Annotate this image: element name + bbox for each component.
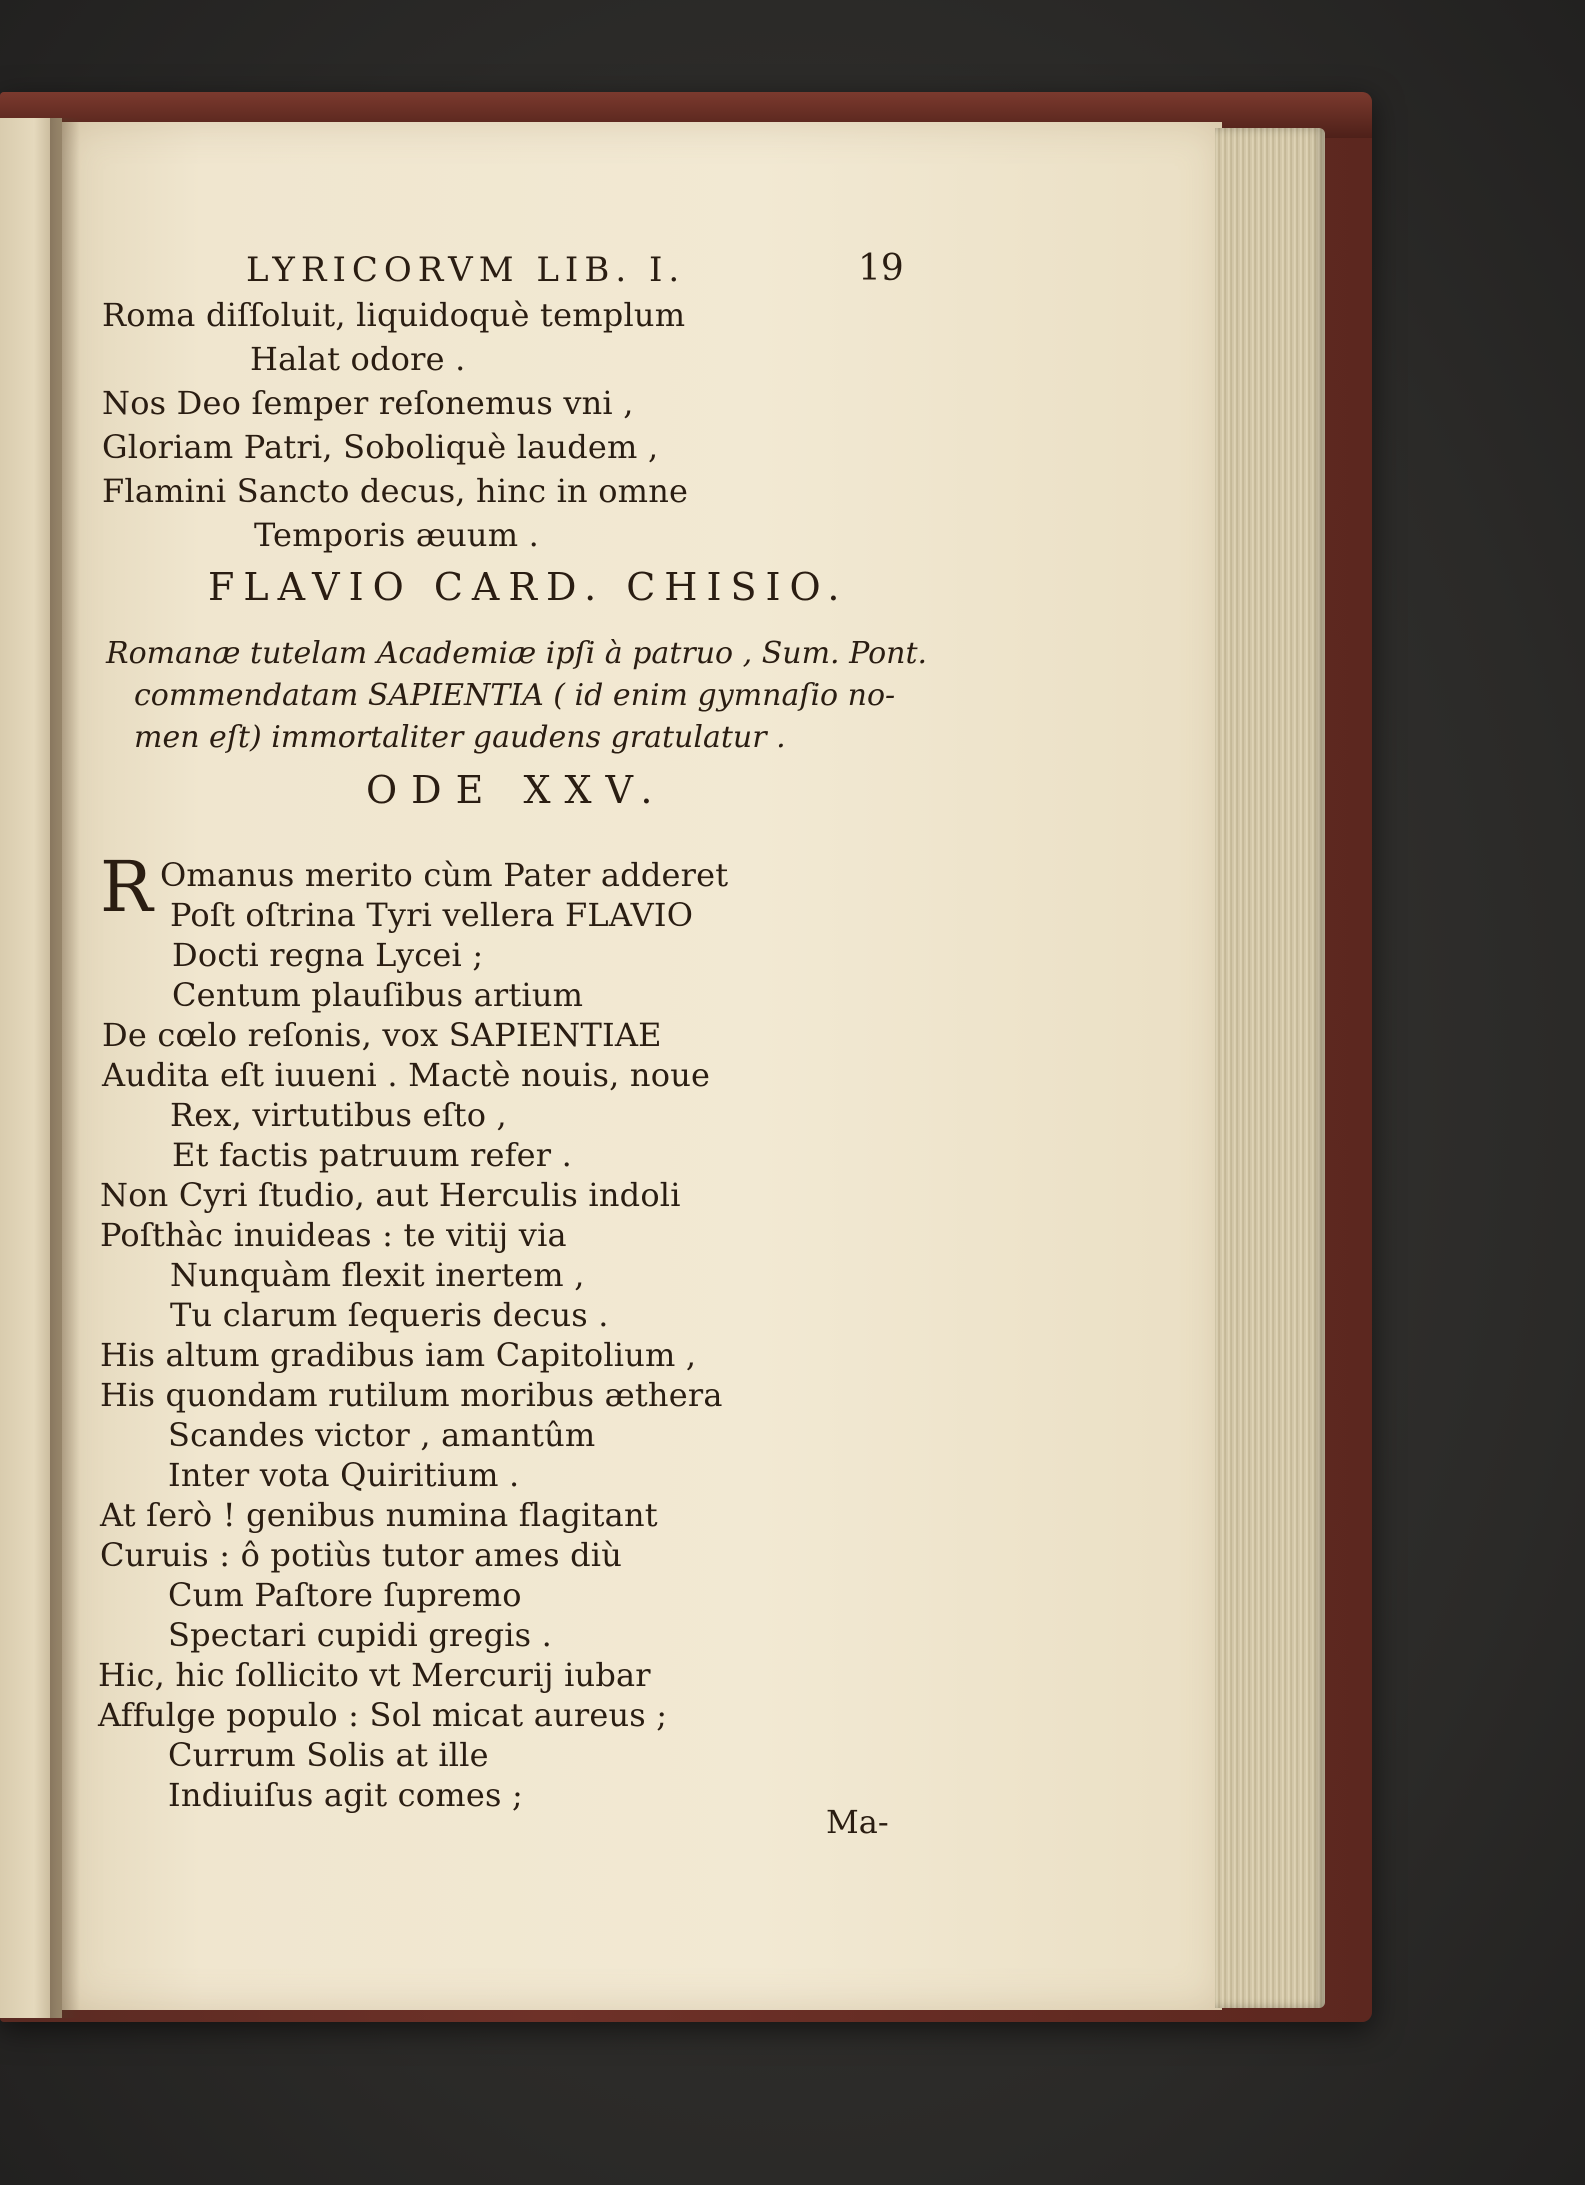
poem-title: FLAVIO CARD. CHISIO. bbox=[208, 565, 849, 609]
verse-line: Affulge populo : Sol micat aureus ; bbox=[98, 1696, 668, 1734]
drop-cap: R bbox=[100, 846, 153, 928]
verse-line: His quondam rutilum moribus æthera bbox=[100, 1376, 723, 1414]
verse-line: De cœlo reſonis, vox SAPIENTIAE bbox=[102, 1016, 662, 1054]
dedication-line: men eſt) immortaliter gaudens gratulatur . bbox=[134, 720, 786, 755]
verse-line: Cum Paſtore ſupremo bbox=[168, 1576, 522, 1614]
verse-line: Hic, hic ſollicito vt Mercurij iubar bbox=[98, 1656, 651, 1694]
verse-line: Poſthàc inuideas : te vitij via bbox=[100, 1216, 567, 1254]
running-title: LYRICORVM LIB. I. bbox=[246, 250, 686, 290]
page-number: 19 bbox=[858, 248, 904, 289]
verse-line: Centum plauſibus artium bbox=[172, 976, 584, 1014]
text-line: Roma diſſoluit, liquidoquè templum bbox=[102, 296, 686, 334]
verse-line: Rex, virtutibus eſto , bbox=[170, 1096, 507, 1134]
verse-line: Tu clarum ſequeris decus . bbox=[170, 1296, 609, 1334]
verse-line: At ſerò ! genibus numina flagitant bbox=[100, 1496, 658, 1534]
verse-line: Poſt oſtrina Tyri vellera FLAVIO bbox=[170, 896, 694, 934]
fore-edge bbox=[1215, 128, 1325, 2008]
text-line: Flamini Sancto decus, hinc in omne bbox=[102, 472, 689, 510]
text-line: Nos Deo ſemper reſonemus vni , bbox=[102, 384, 634, 422]
verse-line: Inter vota Quiritium . bbox=[168, 1456, 520, 1494]
verse-line: Non Cyri ſtudio, aut Herculis indoli bbox=[100, 1176, 681, 1214]
verse-line: His altum gradibus iam Capitolium , bbox=[100, 1336, 697, 1374]
dedication-line: Romanæ tutelam Academiæ ipſi à patruo , Sum. Pont. bbox=[106, 636, 928, 671]
page-gutter bbox=[50, 118, 80, 2018]
dedication-line: commendatam SAPIENTIA ( id enim gymnaſio no- bbox=[134, 678, 896, 713]
text-line: Temporis æuum . bbox=[254, 516, 539, 554]
verse-line: Curuis : ô potiùs tutor ames diù bbox=[100, 1536, 623, 1574]
ode-heading: ODE XXV. bbox=[366, 768, 667, 812]
text-line: Gloriam Patri, Soboliquè laudem , bbox=[102, 428, 659, 466]
verse-line: Spectari cupidi gregis . bbox=[168, 1616, 553, 1654]
verse-line: Currum Solis at ille bbox=[168, 1736, 489, 1774]
verse-line: Nunquàm flexit inertem , bbox=[170, 1256, 585, 1294]
verse-line: Et factis patruum refer . bbox=[172, 1136, 573, 1174]
text-line: Halat odore . bbox=[250, 340, 466, 378]
verse-line: Scandes victor , amantûm bbox=[168, 1416, 596, 1454]
verse-line: Docti regna Lycei ; bbox=[172, 936, 484, 974]
verse-line: Indiuiſus agit comes ; bbox=[168, 1776, 523, 1814]
verse-line: Audita eſt iuueni . Mactè nouis, noue bbox=[102, 1056, 711, 1094]
verse-line: Omanus merito cùm Pater adderet bbox=[160, 856, 729, 894]
catchword: Ma- bbox=[826, 1803, 889, 1841]
